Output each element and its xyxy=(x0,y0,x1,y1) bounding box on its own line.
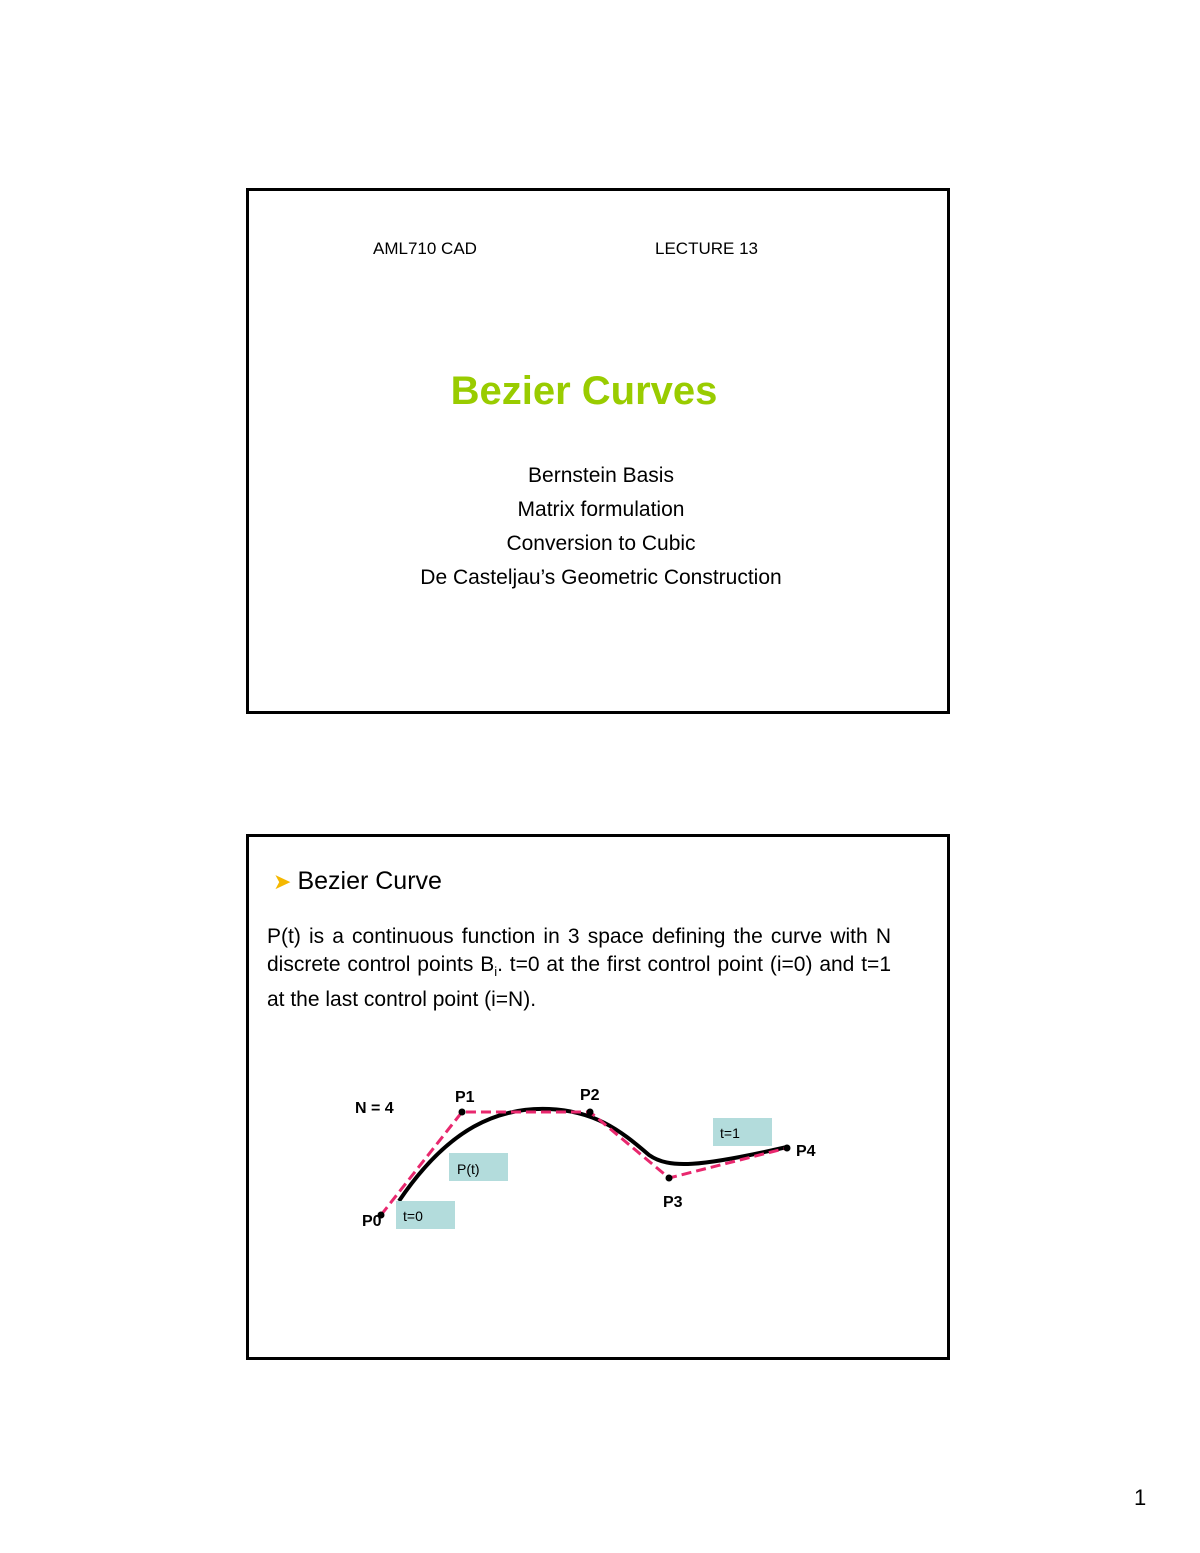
point-label-p1: P1 xyxy=(455,1089,475,1106)
course-code: AML710 CAD xyxy=(373,239,477,258)
t0-label: t=0 xyxy=(403,1208,423,1224)
page-number: 1 xyxy=(1134,1485,1147,1510)
bullet-heading-text: Bezier Curve xyxy=(297,867,442,895)
control-point-p2 xyxy=(587,1109,594,1116)
point-label-p2: P2 xyxy=(580,1087,600,1104)
control-point-p1 xyxy=(459,1109,466,1116)
topic-list xyxy=(249,459,953,595)
definition-text-part1: P(t) is a continuous function in 3 space defining the curve with N discrete control points B xyxy=(267,925,891,976)
slide-bezier-curve xyxy=(246,834,950,1360)
control-point-p4 xyxy=(784,1145,791,1152)
bezier-diagram xyxy=(249,837,947,1357)
definition-text-part2: . t=0 at the first control point (i=0) and t=1 at the last control point (i=N). xyxy=(267,953,891,1012)
slide-title-text: Bezier Curves xyxy=(450,369,718,413)
topic-item: Conversion to Cubic xyxy=(506,532,696,555)
t1-label: t=1 xyxy=(720,1125,740,1141)
control-point-p3 xyxy=(666,1175,673,1182)
slide-title xyxy=(246,188,950,714)
topic-item: Matrix formulation xyxy=(517,498,685,521)
arrow-bullet-icon: ➤ xyxy=(273,868,292,894)
topic-item: De Casteljau’s Geometric Construction xyxy=(420,566,782,589)
point-label-p0: P0 xyxy=(362,1213,382,1230)
topic-item: Bernstein Basis xyxy=(528,464,674,487)
lecture-number: LECTURE 13 xyxy=(655,239,758,258)
definition-subscript: i xyxy=(494,964,498,980)
point-label-p4: P4 xyxy=(796,1143,816,1160)
pt-label: P(t) xyxy=(457,1161,480,1177)
point-label-p3: P3 xyxy=(663,1194,683,1211)
n-label: N = 4 xyxy=(355,1100,394,1117)
